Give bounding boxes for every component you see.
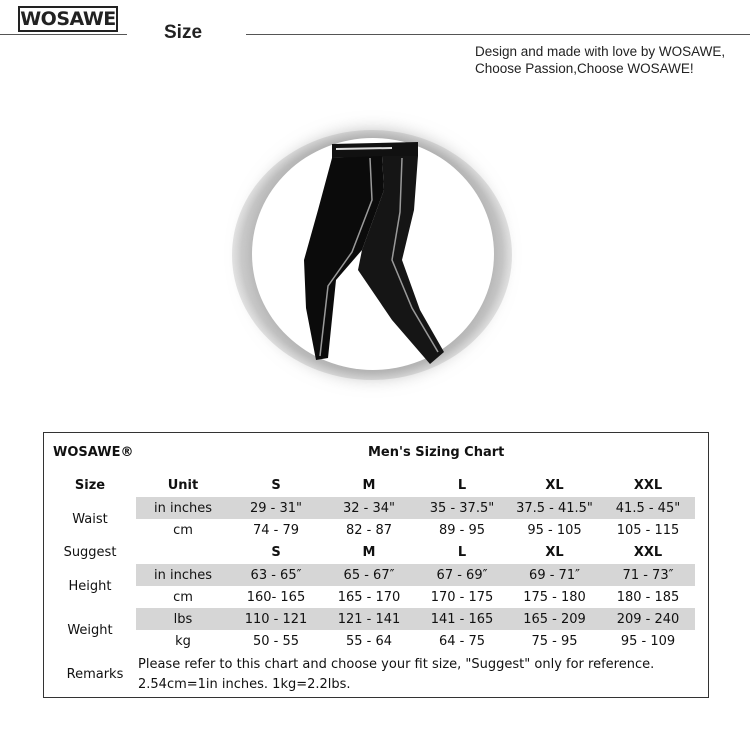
suggest-size-xl: XL <box>545 545 564 560</box>
weight-kg-s: 50 - 55 <box>252 634 300 649</box>
size-header-l: L <box>457 478 467 493</box>
waist-inches-xxl: 41.5 - 45" <box>615 501 681 516</box>
weight-label: Weight <box>67 623 113 638</box>
waist-label: Waist <box>72 512 108 527</box>
height-inches-l: 67 - 69″ <box>436 568 488 583</box>
waist-inches-s: 29 - 31" <box>249 501 303 516</box>
suggest-size-m: M <box>362 545 376 560</box>
unit-header: Unit <box>167 478 199 493</box>
suggest-size-l: L <box>457 545 467 560</box>
height-inches-xxl: 71 - 73″ <box>622 568 674 583</box>
remarks-line-1: Please refer to this chart and choose your fit size, "Suggest" only for reference. <box>138 657 655 672</box>
chart-brand: WOSAWE® <box>53 445 134 460</box>
waist-cm-m: 82 - 87 <box>345 523 393 538</box>
waist-cm-s: 74 - 79 <box>252 523 300 538</box>
height-inches-xl: 69 - 71″ <box>529 568 580 583</box>
height-cm-m: 165 - 170 <box>337 590 401 605</box>
height-label: Height <box>68 579 112 594</box>
height-cm-s: 160- 165 <box>246 590 306 605</box>
remarks-line-2: 2.54cm=1in inches. 1kg=2.2lbs. <box>138 677 351 692</box>
weight-lbs-xxl: 209 - 240 <box>616 612 680 627</box>
size-header: Size <box>74 478 106 493</box>
weight-lbs-xl: 165 - 209 <box>523 612 586 627</box>
suggest-size-xxl: XXL <box>633 545 663 560</box>
sizing-chart <box>43 432 709 698</box>
brand-logo-text: WOSAWE <box>20 7 116 30</box>
height-inches-m: 65 - 67″ <box>343 568 395 583</box>
weight-kg-xl: 75 - 95 <box>531 634 578 649</box>
tagline-line-1: Design and made with love by WOSAWE, <box>475 44 726 59</box>
product-image <box>232 130 512 380</box>
header-divider-left <box>0 34 127 35</box>
size-header-xl: XL <box>545 478 564 493</box>
weight-kg-l: 64 - 75 <box>438 634 486 649</box>
tagline-line-2: Choose Passion,Choose WOSAWE! <box>475 61 694 76</box>
height-cm-xl: 175 - 180 <box>523 590 586 605</box>
header-divider-right <box>246 34 750 35</box>
waist-cm-unit: cm <box>173 523 193 538</box>
size-header-xxl: XXL <box>633 478 663 493</box>
height-inches-unit: in inches <box>154 568 212 583</box>
weight-kg-m: 55 - 64 <box>345 634 393 649</box>
waist-cm-l: 89 - 95 <box>438 523 486 538</box>
suggest-label: Suggest <box>63 545 117 560</box>
height-cm-l: 170 - 175 <box>430 590 494 605</box>
weight-kg-unit: kg <box>175 634 191 649</box>
size-header-s: S <box>271 478 281 493</box>
remarks-label: Remarks <box>66 667 124 682</box>
pants-illustration <box>232 130 512 380</box>
page-title: Size <box>164 22 203 43</box>
brand-logo <box>18 6 118 32</box>
waistband-print <box>336 148 392 149</box>
height-cm-unit: cm <box>173 590 193 605</box>
waist-cm-xl: 95 - 105 <box>527 523 582 538</box>
waist-inches-unit: in inches <box>154 501 212 516</box>
waist-inches-l: 35 - 37.5" <box>429 501 495 516</box>
weight-lbs-m: 121 - 141 <box>337 612 401 627</box>
suggest-size-s: S <box>271 545 281 560</box>
weight-lbs-unit: lbs <box>173 612 193 627</box>
waist-inches-xl: 37.5 - 41.5" <box>516 501 593 516</box>
height-cm-xxl: 180 - 185 <box>616 590 680 605</box>
tagline <box>475 43 725 77</box>
size-header-m: M <box>362 478 376 493</box>
remarks-text <box>138 655 654 695</box>
waist-cm-xxl: 105 - 115 <box>616 523 680 538</box>
chart-title: Men's Sizing Chart <box>368 445 505 460</box>
weight-lbs-l: 141 - 165 <box>430 612 494 627</box>
pants-waistband <box>332 142 418 158</box>
height-inches-s: 63 - 65″ <box>250 568 302 583</box>
weight-lbs-s: 110 - 121 <box>244 612 308 627</box>
weight-kg-xxl: 95 - 109 <box>620 634 676 649</box>
waist-inches-m: 32 - 34" <box>342 501 396 516</box>
